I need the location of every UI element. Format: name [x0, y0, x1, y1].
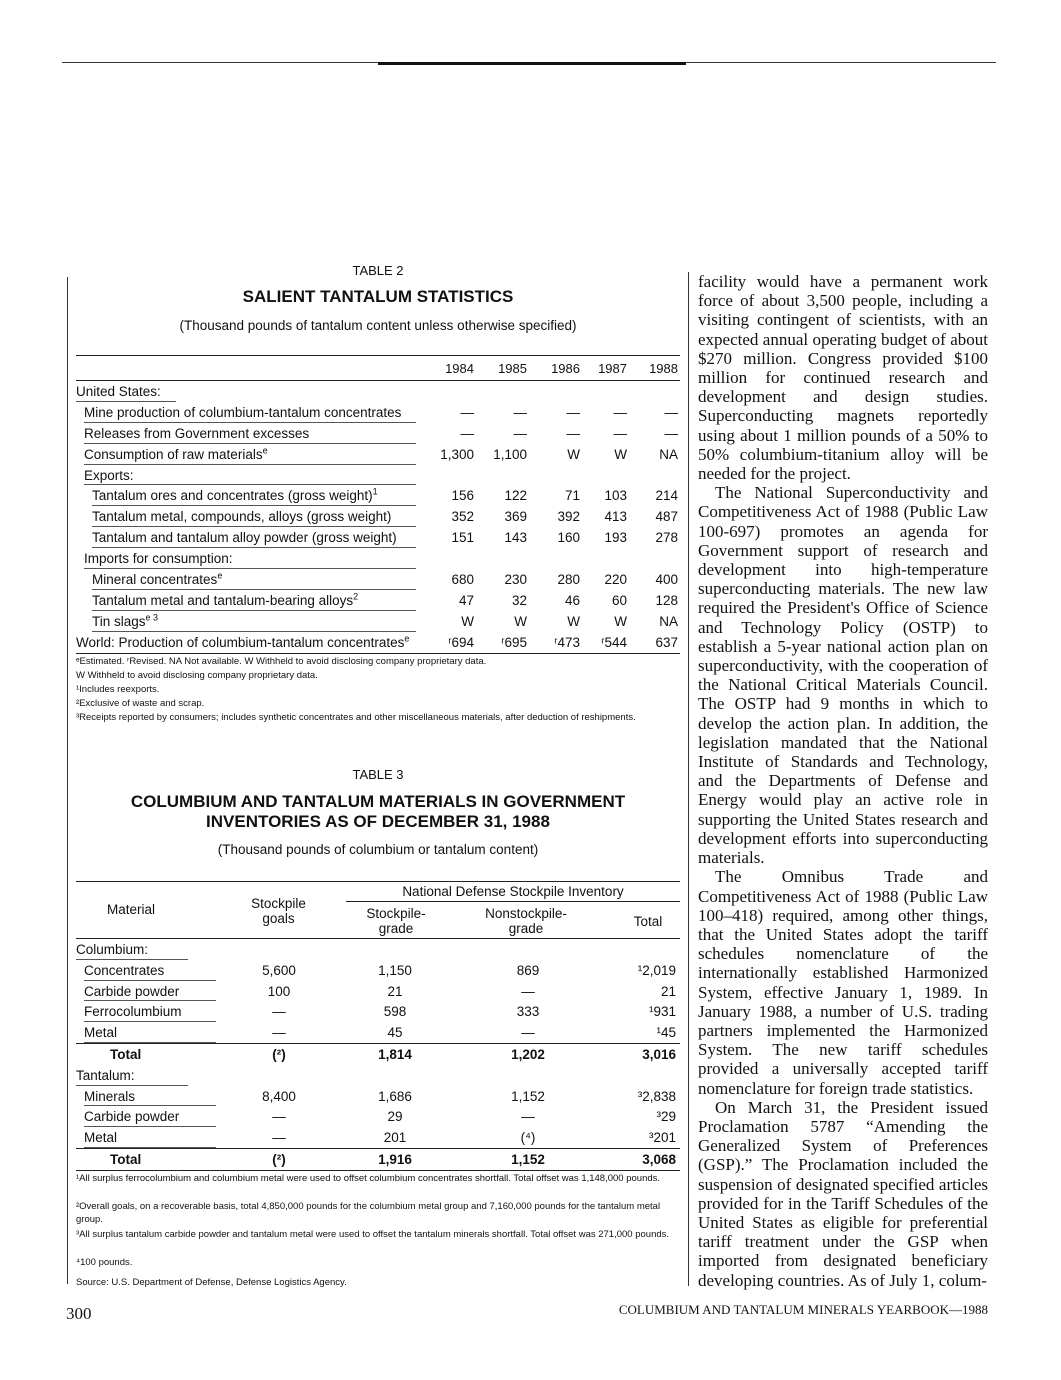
table2-cell: —: [513, 404, 527, 420]
table2-cell: 230: [504, 572, 527, 588]
table3-row-label: Metal: [84, 1130, 118, 1146]
table3-cell-stockpile: 1,916: [378, 1151, 412, 1167]
table2-cell: 46: [564, 592, 580, 608]
table2-cell: 487: [655, 509, 678, 525]
table2-cell: 352: [451, 509, 474, 525]
table3-row-label: Minerals: [84, 1088, 136, 1104]
table3-cell-total: ³201: [648, 1130, 676, 1146]
table2-cell: 637: [655, 634, 678, 650]
table3-cell-stockpile: 1,150: [378, 962, 412, 978]
table3-cell-goals: 8,400: [262, 1088, 296, 1104]
table3-header-nonstockpile-grade: [471, 906, 581, 936]
table3-header-total: Total: [633, 914, 663, 929]
table3-row-label: Carbide powder: [84, 1109, 180, 1125]
table3-cell-goals: —: [272, 1004, 286, 1020]
table2-cell: 280: [557, 572, 580, 588]
table3-header-goals: [231, 896, 326, 926]
table2-cell: ʳ695: [501, 634, 527, 650]
table3-cell-nonstockpile: —: [521, 1109, 535, 1125]
paragraph: On March 31, the President issued Proclamation 5787 “Amending the Generalized System of Preferences (GSP).” The Proclamation included the suspension of designated specified articles provided for in the Tariff Schedules of the United States as eligible for preferential tariff treatment under the GSP when imported from designated beneficiary developing countries. As of July 1, colum-: [698, 1097, 988, 1290]
table2-cell: W: [614, 446, 627, 462]
table2-subtitle: (Thousand pounds of tantalum content unless otherwise specified): [179, 318, 577, 333]
table2-cell: —: [613, 404, 627, 420]
table2-footnote: W Withheld to avoid disclosing company proprietary data.: [76, 670, 318, 681]
header-text: goals: [262, 911, 295, 926]
paragraph: facility would have a permanent work force of about 3,500 people, including a visiting contingent of scientists, with an expected annual operating budget of about $270 million. Congress provided $100 million for continued research and development and design studies. Superconducting magnets reportedly using about 1 million pounds of a 50% to 50% columbium-titanium alloy will be needed for the project.: [698, 272, 988, 484]
table2-row-label: Consumption of raw materials$^e$: [84, 445, 268, 462]
table2-row: [76, 381, 680, 402]
body-text-column: [698, 272, 988, 1290]
table3-cell-total: 21: [660, 983, 676, 999]
table2-cell: ʳ544: [601, 634, 627, 650]
table2-cell: —: [664, 425, 678, 441]
table3-cell-goals: (²): [272, 1046, 286, 1062]
table2-cell: —: [566, 425, 580, 441]
table3-cell-total: ¹931: [648, 1004, 676, 1020]
table3-cell-total: ¹45: [656, 1025, 676, 1041]
table2-cell: 160: [557, 530, 580, 546]
table3-cell-stockpile: 21: [387, 983, 403, 999]
table3-body: [76, 939, 680, 1171]
table2-cell: 103: [604, 488, 627, 504]
table2-cell: 392: [557, 509, 580, 525]
table3-cell-goals: 100: [267, 983, 291, 999]
table2-cell: 278: [655, 530, 678, 546]
header-text: grade: [508, 921, 544, 936]
table3-cell-nonstockpile: (⁴): [520, 1130, 536, 1146]
table3-footnote: ⁴100 pounds.: [76, 1257, 133, 1268]
table2: [76, 355, 680, 654]
table3-cell-goals: —: [272, 1025, 286, 1041]
table3-cell-total: 3,016: [642, 1046, 676, 1062]
table2-footnote: ³Receipts reported by consumers; includes synthetic concentrates and other miscellaneous materials, after deduction of reshipments.: [76, 712, 636, 723]
table2-cell: 143: [504, 530, 527, 546]
table2-cell: 220: [604, 572, 627, 588]
table2-cell: 47: [458, 592, 474, 608]
running-head: COLUMBIUM AND TANTALUM MINERALS YEARBOOK—1988: [618, 1302, 988, 1317]
table2-cell: W: [567, 613, 580, 629]
table2-cell: 156: [451, 488, 474, 504]
table3-row: [76, 939, 680, 960]
paragraph: The National Superconductivity and Competitiveness Act of 1988 (Public Law 100-697) promotes an agenda for Government support of research and development into high-temperature superconducting materials. The new law required the President's Office of Science and Technology Policy (OSTP) to establish a 5-year national action plan on superconductivity, with the cooperation of the National Critical Materials Council. The OSTP had 9 months in which to develop the action plan. In addition, the legislation mandated that the National Institute of Standards and Technology, and the Departments of Defense and Energy would play an active role in supporting the United States research and development efforts into superconducting materials.: [698, 483, 988, 868]
table3-cell-total: 3,068: [642, 1151, 676, 1167]
table3-row: [76, 1106, 680, 1127]
table2-row: [76, 590, 680, 611]
table2-cell: NA: [659, 446, 678, 462]
table2-row: [76, 611, 680, 632]
table2-cell: 400: [655, 572, 678, 588]
table3-row: [76, 1127, 680, 1148]
table2-year-header: 1984: [445, 361, 474, 376]
footnote-marker: e: [217, 570, 223, 581]
table3-cell-nonstockpile: 333: [516, 1004, 540, 1020]
table3-title-line2: INVENTORIES AS OF DECEMBER 31, 1988: [206, 812, 550, 831]
table3-cell-stockpile: 1,814: [378, 1046, 412, 1062]
table2-row: [76, 506, 680, 527]
table3-title-line1: COLUMBIUM AND TANTALUM MATERIALS IN GOVERNMENT: [130, 792, 626, 811]
paragraph: The Omnibus Trade and Competitiveness Act of 1988 (Public Law 100–418) required, among other things, that the United States adopt the tariff schedules nomenclature of the internationally established Harmonized System, effective January 1, 1989. In January 1988, a number of U.S. trading partners implemented the Harmonized System. The new tariff schedules provided a universally accepted tariff nomenclature for foreign trade statistics.: [698, 867, 988, 1098]
footnote-marker: e: [262, 445, 268, 456]
table3-bottom-rule: [76, 1170, 680, 1171]
table2-caption: TABLE 2: [352, 263, 404, 278]
table3-cell-stockpile: 29: [387, 1109, 403, 1125]
table3-row-label: Total: [110, 1151, 142, 1167]
table3-cell-goals: (²): [272, 1151, 286, 1167]
table2-header-row: [76, 355, 680, 381]
footnote-marker: 1: [372, 486, 378, 497]
table3-cell-nonstockpile: —: [521, 1025, 535, 1041]
table2-cell: 214: [655, 488, 678, 504]
table2-cell: NA: [659, 613, 678, 629]
table2-cell: W: [567, 446, 580, 462]
table3-header-ndsi: National Defense Stockpile Inventory: [346, 884, 680, 902]
table3-row: [76, 1022, 680, 1043]
page-number: 300: [66, 1304, 92, 1323]
table2-cell: W: [514, 613, 527, 629]
footnote-marker: e 3: [145, 612, 159, 623]
table2-cell: 1,100: [493, 446, 527, 462]
table2-year-header: 1988: [649, 361, 678, 376]
table3-header-stockpile-grade: [346, 906, 446, 936]
table3-cell-nonstockpile: 869: [516, 962, 540, 978]
table2-year-header: 1986: [551, 361, 580, 376]
table3-cell-nonstockpile: 1,152: [511, 1088, 545, 1104]
table3-footnote: ¹All surplus ferrocolumbium and columbium metal were used to offset columbium concentrates shortfall. Total offset was 1,148,000 pounds.: [76, 1173, 661, 1184]
table3-cell-total: ¹2,019: [637, 962, 676, 978]
table3-row-label: Columbium:: [76, 942, 149, 957]
top-rule-accent: [378, 62, 686, 65]
table3-cell-goals: —: [272, 1130, 286, 1146]
table2-row-label: Tantalum metal and tantalum-bearing alloys$^2$: [92, 591, 359, 608]
table2-row-label: Tantalum ores and concentrates (gross weight)$^1$: [92, 486, 378, 504]
table3-footnote: ²Overall goals, on a recoverable basis, total 4,850,000 pounds for the columbium metal group and 7,160,000 pounds for the tantalum metal group.: [76, 1201, 661, 1225]
table2-row-label: Mine production of columbium-tantalum concentrates: [84, 404, 402, 420]
table3-source: Source: U.S. Department of Defense, Defense Logistics Agency.: [76, 1277, 347, 1288]
footnote-marker: e: [404, 633, 410, 644]
table2-row-label: Releases from Government excesses: [84, 425, 310, 441]
table3-cell-stockpile: 1,686: [378, 1088, 412, 1104]
table2-cell: —: [460, 404, 474, 420]
table2-cell: 122: [504, 488, 527, 504]
table3-cell-nonstockpile: —: [521, 983, 535, 999]
table3-subtitle: (Thousand pounds of columbium or tantalum content): [217, 842, 539, 857]
table2-cell: 369: [504, 509, 527, 525]
table2-cell: ʳ694: [448, 634, 474, 650]
table3-cell-goals: 5,600: [262, 962, 296, 978]
table2-row: [76, 527, 680, 548]
table3-cell-stockpile: 201: [383, 1130, 407, 1146]
table3-cell-goals: —: [272, 1109, 286, 1125]
table2-footnote: ᵉEstimated. ʳRevised. NA Not available. W Withheld to avoid disclosing company proprietary data.: [76, 656, 487, 667]
table2-cell: 151: [451, 530, 474, 546]
table2-row-label: Mineral concentrates$^e$: [92, 570, 223, 588]
table2-row: [76, 632, 680, 653]
table2-cell: 128: [655, 592, 678, 608]
table2-row-label: Imports for consumption:: [84, 551, 233, 567]
table2-cell: ʳ473: [554, 634, 580, 650]
table2-cell: —: [566, 404, 580, 420]
table3-cell-stockpile: 598: [383, 1004, 407, 1020]
table3-cell-stockpile: 45: [387, 1025, 403, 1041]
table2-cell: W: [614, 613, 627, 629]
table3-cell-nonstockpile: 1,152: [511, 1151, 545, 1167]
table3-total-row: [76, 1148, 680, 1170]
table2-cell: 71: [564, 488, 580, 504]
column-separator: [688, 272, 689, 1286]
table2-row: [76, 485, 680, 506]
table2-bottom-rule: [76, 653, 680, 654]
table2-row: [76, 402, 680, 423]
table2-year-header: 1985: [498, 361, 527, 376]
table3-row-label: Concentrates: [84, 962, 165, 978]
table2-cell: —: [513, 425, 527, 441]
table2-cell: 413: [604, 509, 627, 525]
header-text: grade: [378, 921, 414, 936]
table2-row-label: Tantalum and tantalum alloy powder (gross weight): [92, 530, 397, 546]
header-text: Stockpile-: [366, 906, 426, 921]
table3-row-label: Ferrocolumbium: [84, 1004, 182, 1020]
left-frame-line: [67, 277, 68, 1284]
table2-cell: 60: [611, 592, 627, 608]
table3-row: [76, 981, 680, 1002]
table3-row-label: Carbide powder: [84, 983, 180, 999]
table3-row-label: Tantalum:: [76, 1067, 135, 1083]
table3-row: [76, 960, 680, 981]
table2-year-header: 1987: [598, 361, 627, 376]
table2-body: [76, 381, 680, 654]
table3-cell-nonstockpile: 1,202: [511, 1046, 545, 1062]
table2-cell: 680: [451, 572, 474, 588]
table2-row: [76, 548, 680, 569]
table3-header: [76, 881, 680, 939]
table3-row: [76, 1086, 680, 1107]
table3-cell-total: ³2,838: [637, 1088, 676, 1104]
table3-footnote: ³All surplus tantalum carbide powder and tantalum metal were used to offset the tantalum minerals shortfall. Total offset was 271,000 pounds.: [76, 1229, 670, 1240]
table3-row-label: Metal: [84, 1025, 118, 1041]
table2-row: [76, 444, 680, 465]
table2-cell: W: [461, 613, 474, 629]
table2-title: SALIENT TANTALUM STATISTICS: [242, 287, 514, 306]
table3-row: [76, 1001, 680, 1022]
header-text: Nonstockpile-: [485, 906, 567, 921]
table2-row-label: United States:: [76, 384, 161, 399]
table2-cell: 193: [604, 530, 627, 546]
table2-row: [76, 465, 680, 486]
table2-row: [76, 569, 680, 590]
table2-row: [76, 423, 680, 444]
table2-cell: —: [613, 425, 627, 441]
table2-cell: —: [664, 404, 678, 420]
table3-cell-total: ³29: [656, 1109, 676, 1125]
table2-row-label: World: Production of columbium-tantalum concentrates$^e$: [76, 633, 410, 650]
table3-caption: TABLE 3: [352, 767, 404, 782]
table2-row-label: Tin slags$^{e 3}$: [92, 612, 159, 629]
table2-row-label: Exports:: [84, 467, 134, 483]
table3-row: [76, 1065, 680, 1086]
table3-row-label: Total: [110, 1046, 142, 1062]
table3-header-material: Material: [106, 902, 155, 917]
table2-cell: 1,300: [440, 446, 474, 462]
table2-row-label: Tantalum metal, compounds, alloys (gross weight): [92, 509, 392, 525]
footnote-marker: 2: [353, 591, 359, 602]
table2-footnote: ¹Includes reexports.: [76, 684, 160, 695]
table3: [76, 881, 680, 1171]
table2-cell: —: [460, 425, 474, 441]
table3-total-row: [76, 1043, 680, 1065]
table2-cell: 32: [511, 592, 527, 608]
header-text: Stockpile: [251, 896, 306, 911]
table2-footnote: ²Exclusive of waste and scrap.: [76, 698, 205, 709]
